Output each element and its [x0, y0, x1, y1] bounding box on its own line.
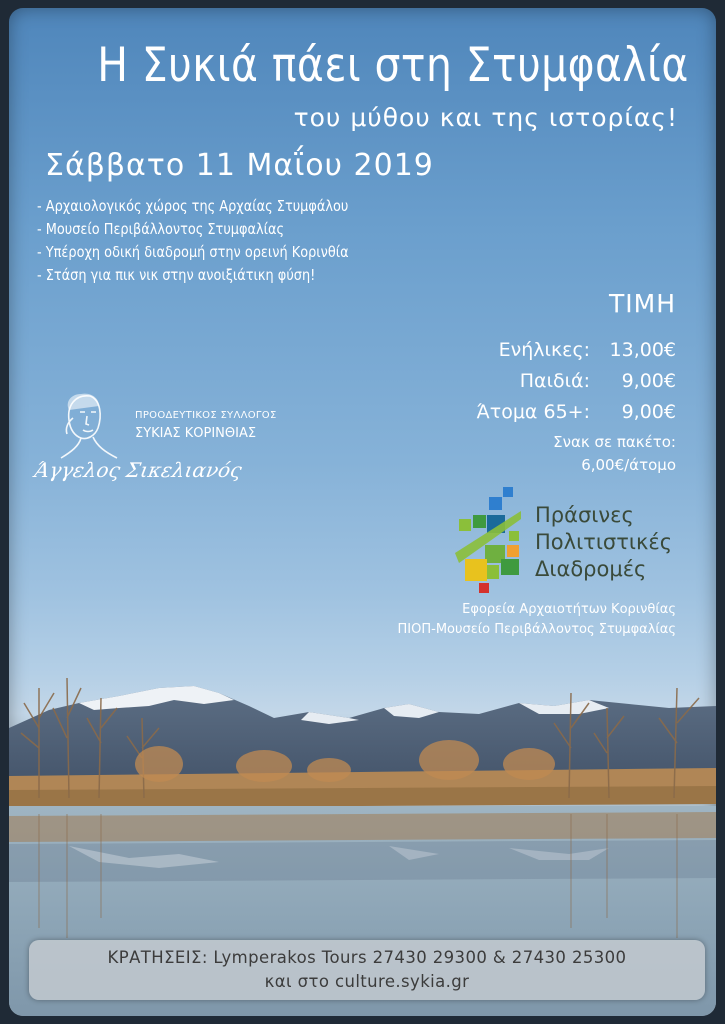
association-name-line2: ΣΥΚΙΑΣ ΚΟΡΙΝΘΙΑΣ	[135, 426, 257, 441]
price-label: Ενήλικες:	[498, 339, 590, 361]
price-label: Παιδιά:	[519, 370, 590, 392]
logo-tile	[465, 559, 487, 581]
mosaic-icon	[445, 483, 531, 593]
price-value: 13,00€	[609, 339, 676, 361]
price-label: Άτομα 65+:	[476, 401, 590, 423]
logo-text-line2: Πολιτιστικές	[535, 530, 673, 554]
booking-box	[29, 940, 705, 1000]
price-row	[477, 397, 676, 428]
price-table	[477, 335, 676, 428]
association-logo	[32, 388, 277, 508]
logo-tile	[501, 559, 519, 575]
signature-text: Άγγελος Σικελιανός	[32, 458, 244, 482]
poster-subtitle: του μύθου και της ιστορίας!	[293, 103, 678, 132]
snack-price: 6,00€/άτομο	[581, 456, 676, 474]
poster-title: Η Συκιά πάει στη Στυμφαλία	[97, 38, 689, 93]
green-cultural-routes-logo	[445, 483, 695, 593]
price-heading: ΤΙΜΗ	[608, 289, 676, 318]
booking-website: και στο culture.sykia.gr	[264, 972, 470, 991]
association-name-line1: ΠΡΟΟΔΕΥΤΙΚΟΣ ΣΥΛΛΟΓΟΣ	[135, 410, 277, 421]
price-value: 9,00€	[621, 401, 676, 423]
ephorate-line1: Εφορεία Αρχαιοτήτων Κορινθίας	[462, 602, 676, 617]
price-row	[477, 335, 676, 366]
logo-tile	[489, 497, 502, 510]
logo-tile	[473, 515, 486, 528]
portrait-icon	[35, 388, 135, 468]
logo-tile	[507, 545, 519, 557]
highlight-item: - Υπέροχη οδική διαδρομή στην ορεινή Κορινθία	[37, 243, 349, 261]
logo-tile	[479, 583, 489, 593]
booking-contacts: ΚΡΑΤΗΣΕΙΣ: Lymperakos Tours 27430 29300 & 27430 25300	[107, 948, 627, 967]
highlights-list	[37, 195, 399, 287]
highlight-item: - Αρχαιολογικός χώρος της Αρχαίας Στυμφάλου	[37, 197, 349, 215]
logo-tile	[487, 565, 499, 579]
logo-text-line1: Πράσινες	[535, 503, 634, 527]
event-poster	[9, 8, 716, 1016]
logo-tile	[459, 519, 471, 531]
price-value: 9,00€	[621, 370, 676, 392]
highlight-item: - Μουσείο Περιβάλλοντος Στυμφαλίας	[37, 220, 285, 238]
highlight-item: - Στάση για πικ νικ στην ανοιξιάτικη φύση!	[37, 266, 316, 284]
snack-label: Σνακ σε πακέτο:	[553, 433, 676, 451]
logo-tile	[503, 487, 513, 497]
event-date: Σάββατο 11 Μαΐου 2019	[45, 148, 434, 183]
logo-text-line3: Διαδρομές	[535, 557, 647, 581]
price-row	[477, 366, 676, 397]
logo-tile	[509, 531, 519, 541]
ephorate-line2: ΠΙΟΠ-Μουσείο Περιβάλλοντος Στυμφαλίας	[397, 622, 676, 637]
